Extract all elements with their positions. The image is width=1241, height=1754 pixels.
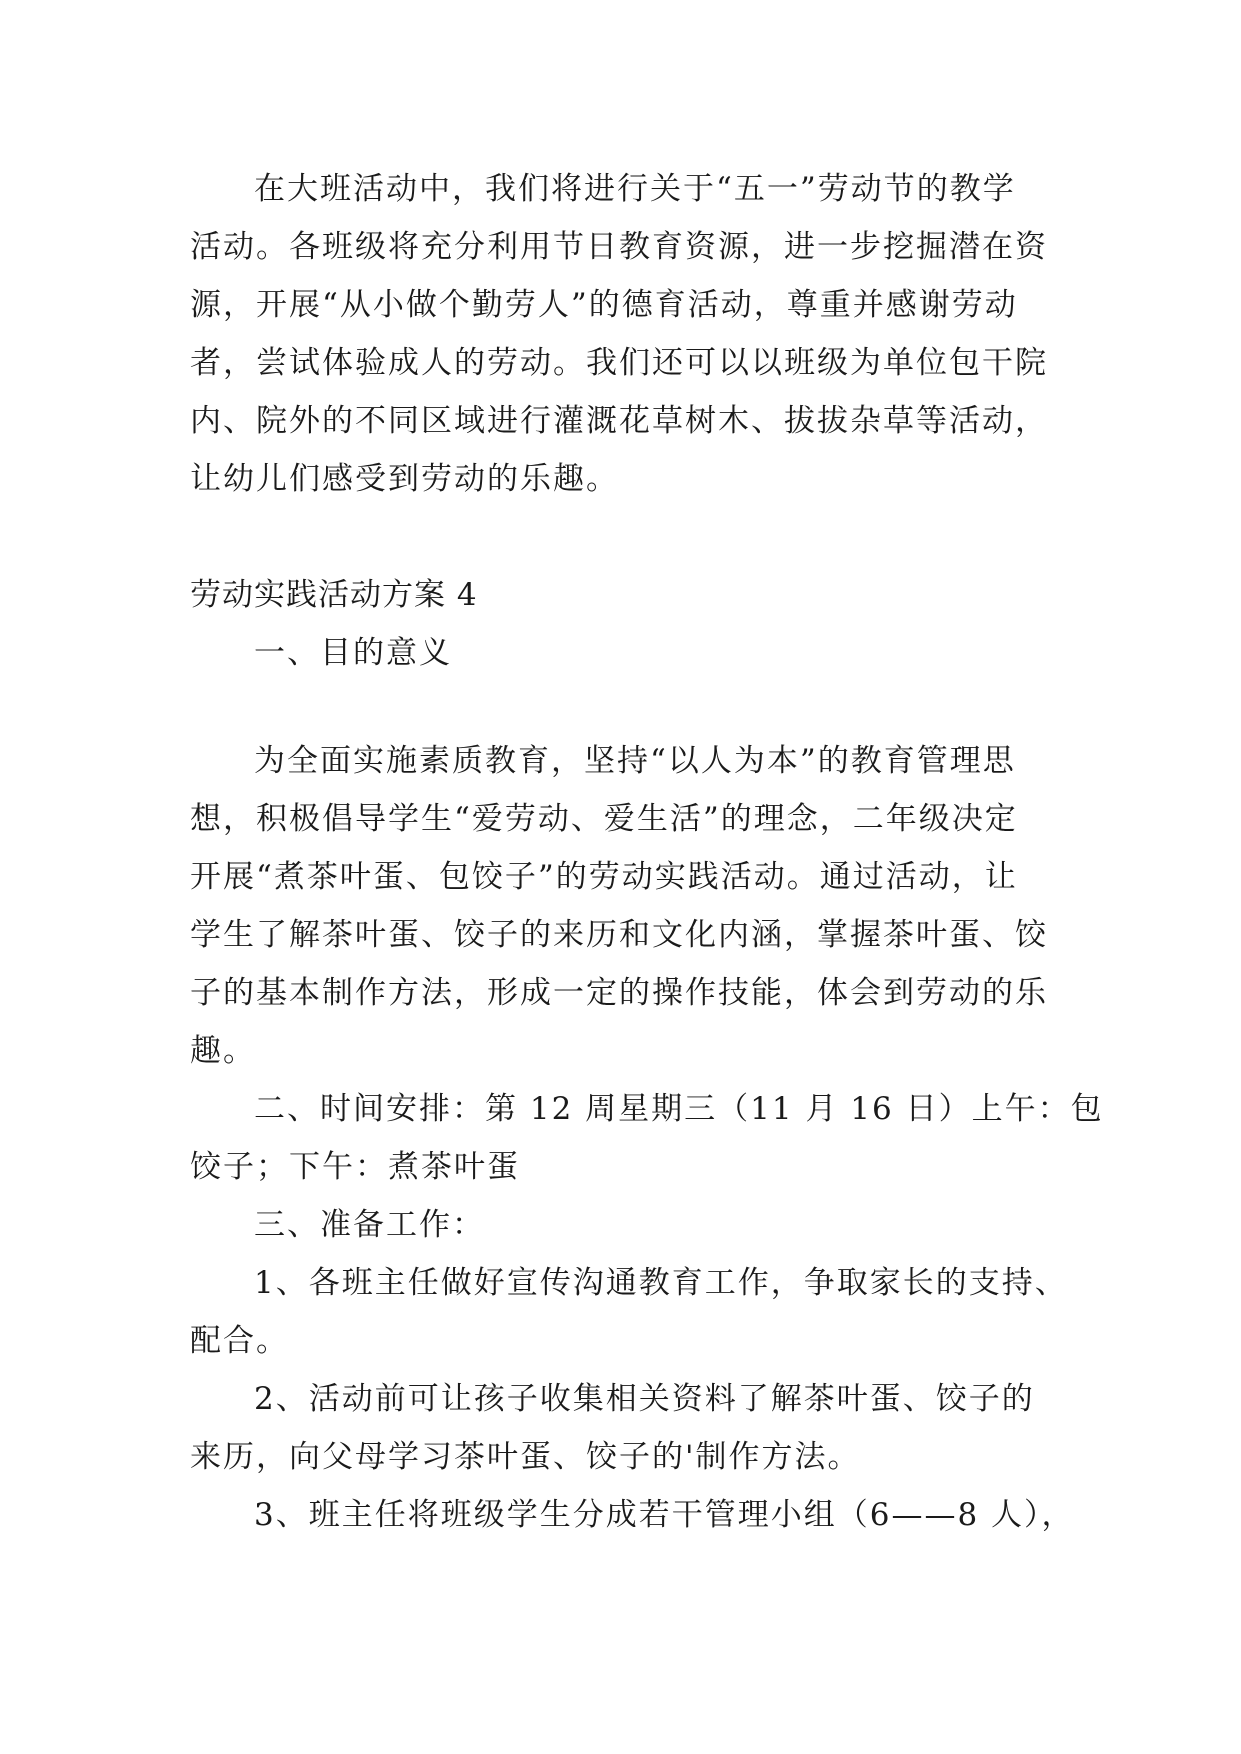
paragraph-purpose (190, 732, 1070, 1080)
text-line: 者，尝试体验成人的劳动。我们还可以以班级为单位包干院 (190, 345, 1048, 381)
paragraph-labor-day-activity (190, 160, 1070, 508)
paragraph-schedule (190, 1080, 1104, 1196)
heading-purpose: 一、目的意义 (254, 635, 452, 671)
text-line: 饺子；下午：煮茶叶蛋 (190, 1149, 520, 1185)
text-line: 3、班主任将班级学生分成若干管理小组（6——8 人）， (254, 1497, 1075, 1533)
text-line: 学生了解茶叶蛋、饺子的来历和文化内涵，掌握茶叶蛋、饺 (190, 917, 1048, 953)
list-item (190, 1254, 1070, 1370)
text-line: 二、时间安排：第 12 周星期三（11 月 16 日）上午：包 (254, 1091, 1104, 1127)
document-page (190, 160, 1104, 1544)
text-line: 为全面实施素质教育，坚持“以人为本”的教育管理思 (254, 743, 1016, 779)
list-item (190, 1486, 1075, 1544)
text-line: 配合。 (190, 1323, 289, 1359)
section-title: 劳动实践活动方案 4 (190, 577, 478, 613)
text-line: 子的基本制作方法，形成一定的操作技能，体会到劳动的乐 (190, 975, 1048, 1011)
text-line: 内、院外的不同区域进行灌溉花草树木、拔拔杂草等活动， (190, 403, 1048, 439)
text-line: 2、活动前可让孩子收集相关资料了解茶叶蛋、饺子的 (254, 1381, 1035, 1417)
text-line: 在大班活动中，我们将进行关于“五一”劳动节的教学 (254, 171, 1016, 207)
text-line: 活动。各班级将充分利用节日教育资源，进一步挖掘潜在资 (190, 229, 1048, 265)
text-line: 开展“煮茶叶蛋、包饺子”的劳动实践活动。通过活动，让 (190, 859, 1018, 895)
text-line: 1、各班主任做好宣传沟通教育工作，争取家长的支持、 (254, 1265, 1068, 1301)
text-line: 趣。 (190, 1033, 256, 1069)
heading-preparation: 三、准备工作： (254, 1207, 485, 1243)
text-line: 想，积极倡导学生“爱劳动、爱生活”的理念，二年级决定 (190, 801, 1018, 837)
text-line: 源，开展“从小做个勤劳人”的德育活动，尊重并感谢劳动 (190, 287, 1018, 323)
text-line: 让幼儿们感受到劳动的乐趣。 (190, 461, 619, 497)
text-line: 来历，向父母学习茶叶蛋、饺子的'制作方法。 (190, 1439, 861, 1475)
list-item (190, 1370, 1070, 1486)
